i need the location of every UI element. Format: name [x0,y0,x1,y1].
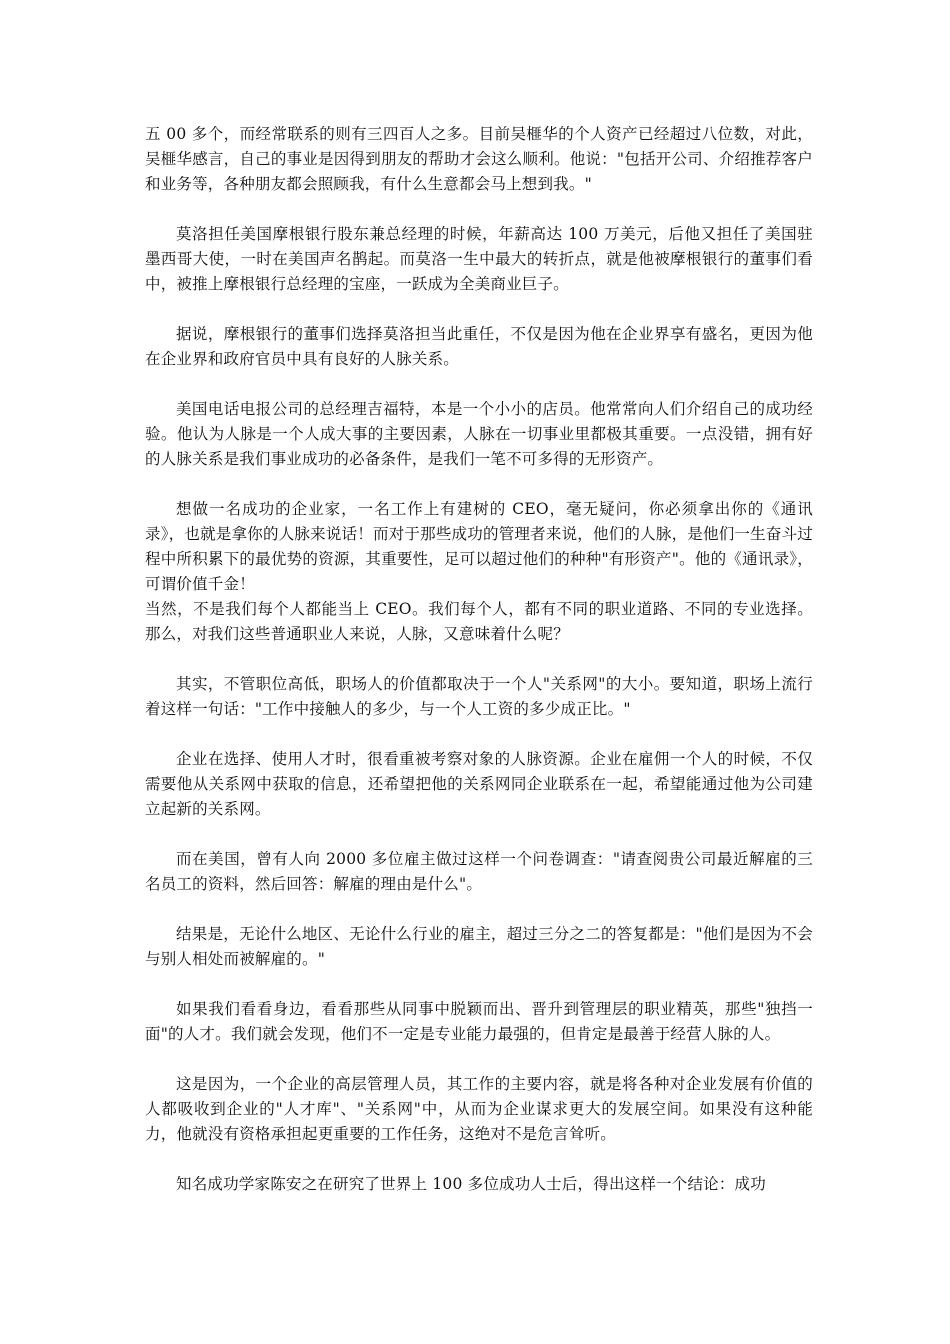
paragraph: 莫洛担任美国摩根银行股东兼总经理的时候，年薪高达 100 万美元，后他又担任了美国驻墨西哥大使，一时在美国声名鹊起。而莫洛一生中最大的转折点，就是他被摩根银行的董事们看中，被推上摩根银行总经理的宝座，一跃成为全美商业巨子。 [145,225,813,293]
paragraph: 当然，不是我们每个人都能当上 CEO。我们每个人，都有不同的职业道路、不同的专业选择。那么，对我们这些普通职业人来说，人脉，又意味着什么呢？ [145,600,813,643]
paragraph: 想做一名成功的企业家，一名工作上有建树的 CEO，毫无疑问，你必须拿出你的《通讯录》，也就是拿你的人脉来说话！而对于那些成功的管理者来说，他们的人脉，是他们一生奋斗过程中所积累下的最优势的资源，其重要性，足可以超过他们的种种"有形资产"。他的《通讯录》，可谓价值千金！ [145,500,813,593]
paragraph: 如果我们看看身边，看看那些从同事中脱颖而出、晋升到管理层的职业精英，那些"独挡一面"的人才。我们就会发现，他们不一定是专业能力最强的，但肯定是最善于经营人脉的人。 [145,1000,813,1043]
paragraph: 结果是，无论什么地区、无论什么行业的雇主，超过三分之二的答复都是："他们是因为不会与别人相处而被解雇的。" [145,925,813,968]
paragraph: 五 00 多个，而经常联系的则有三四百人之多。目前吴榧华的个人资产已经超过八位数，对此，吴榧华感言，自己的事业是因得到朋友的帮助才会这么顺利。他说："包括开公司、介绍推荐客户和业务等，各种朋友都会照顾我，有什么生意都会马上想到我。" [145,125,813,193]
paragraph: 据说，摩根银行的董事们选择莫洛担当此重任，不仅是因为他在企业界享有盛名，更因为他在企业界和政府官员中具有良好的人脉关系。 [145,325,813,368]
paragraph: 而在美国，曾有人向 2000 多位雇主做过这样一个问卷调查："请查阅贵公司最近解雇的三名员工的资料，然后回答：解雇的理由是什么"。 [145,850,813,893]
paragraph: 企业在选择、使用人才时，很看重被考察对象的人脉资源。企业在雇佣一个人的时候，不仅需要他从关系网中获取的信息，还希望把他的关系网同企业联系在一起，希望能通过他为公司建立起新的关系网。 [145,750,813,818]
paragraph: 这是因为，一个企业的高层管理人员，其工作的主要内容，就是将各种对企业发展有价值的人都吸收到企业的"人才库"、"关系网"中，从而为企业谋求更大的发展空间。如果没有这种能力，他就没有资格承担起更重要的工作任务，这绝对不是危言耸听。 [145,1075,813,1143]
document-body [145,122,813,1222]
paragraph: 知名成功学家陈安之在研究了世界上 100 多位成功人士后，得出这样一个结论：成功 [176,1175,766,1193]
paragraph: 美国电话电报公司的总经理吉福特，本是一个小小的店员。他常常向人们介绍自己的成功经验。他认为人脉是一个人成大事的主要因素，人脉在一切事业里都极其重要。一点没错，拥有好的人脉关系是我们事业成功的必备条件，是我们一笔不可多得的无形资产。 [145,400,813,468]
paragraph: 其实，不管职位高低，职场人的价值都取决于一个人"关系网"的大小。要知道，职场上流行着这样一句话："工作中接触人的多少，与一个人工资的多少成正比。" [145,675,813,718]
